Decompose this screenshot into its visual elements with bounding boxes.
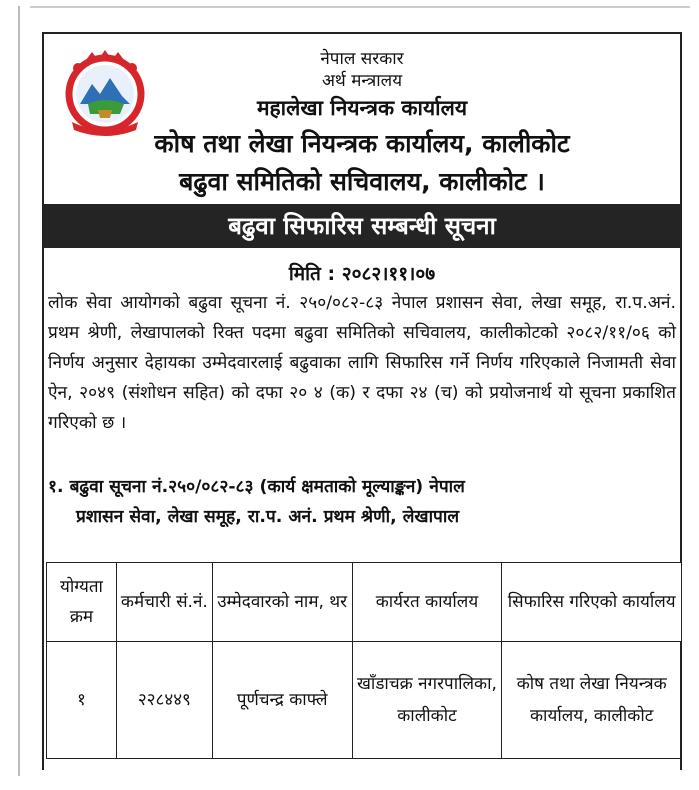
fcgo-title: कोष तथा लेखा नियन्त्रक कार्यालय, कालीकोट: [154, 129, 570, 158]
page-top-rule: [30, 6, 690, 8]
table-row: [47, 642, 682, 759]
table-header-row: [47, 563, 682, 642]
ministry-label: अर्थ मन्त्रालय: [321, 71, 403, 91]
cell-candidate-name: पूर्णचन्द्र काफ्ले: [212, 642, 352, 759]
cell-recommended-office: कोष तथा लेखा नियन्त्रक कार्यालय, कालीकोट: [502, 642, 682, 759]
cell-current-office: खाँडाचक्र नगरपालिका, कालीकोट: [352, 642, 502, 759]
recommendation-table: [46, 562, 682, 759]
office-title: महालेखा नियन्त्रक कार्यालय: [256, 96, 468, 120]
header-employee-no: कर्मचारी सं.नं.: [116, 563, 212, 642]
header-candidate-name: उम्मेदवारको नाम, थर: [212, 563, 352, 642]
page-left-rule: [18, 6, 20, 776]
notice-body: लोक सेवा आयोगको बढुवा सूचना नं. २५०/०८२-८३ नेपाल प्रशासन सेवा, लेखा समूह, रा.प.अनं. प्रथम श्रेणी, लेखापालको रिक्त पदमा बढुवा समितिको सचिवालय, कालीकोटको २०८२/११/०६ को निर्णय अनुसार देहायका उम्मेदवारलाई बढुवाका लागि सिफारिस गर्ने निर्णय गरिएकाले निजामती सेवा ऐन, २०४९ (संशोधन सहित) को दफा २० ४ (क) र दफा २४ (च) को प्रयोजनार्थ यो सूचना प्रकाशित गरिएको छ ।: [48, 293, 676, 433]
header-merit-rank: योग्यता क्रम: [47, 563, 117, 642]
header-current-office: कार्यरत कार्यालय: [352, 563, 502, 642]
item-line-1: १. बढुवा सूचना नं.२५०/०८२-८३ (कार्य क्षमताको मूल्याङ्कन) नेपाल: [48, 477, 465, 497]
notice-title-banner: बढुवा सिफारिस सम्बन्धी सूचना: [44, 204, 680, 248]
cell-employee-no: २२८४४९: [116, 642, 212, 759]
header-recommended-office: सिफारिस गरिएको कार्यालय: [502, 563, 682, 642]
notice-frame: [42, 32, 682, 770]
notice-date: मिति : २०८२।११।०७: [288, 263, 436, 285]
secretariat-title: बढुवा समितिको सचिवालय, कालीकोट ।: [179, 167, 545, 196]
item-line-2: प्रशासन सेवा, लेखा समूह, रा.प. अनं. प्रथम श्रेणी, लेखापाल: [76, 507, 460, 527]
government-label: नेपाल सरकार: [320, 49, 404, 69]
notice-item: [48, 472, 676, 532]
cell-merit-rank: १: [47, 642, 117, 759]
